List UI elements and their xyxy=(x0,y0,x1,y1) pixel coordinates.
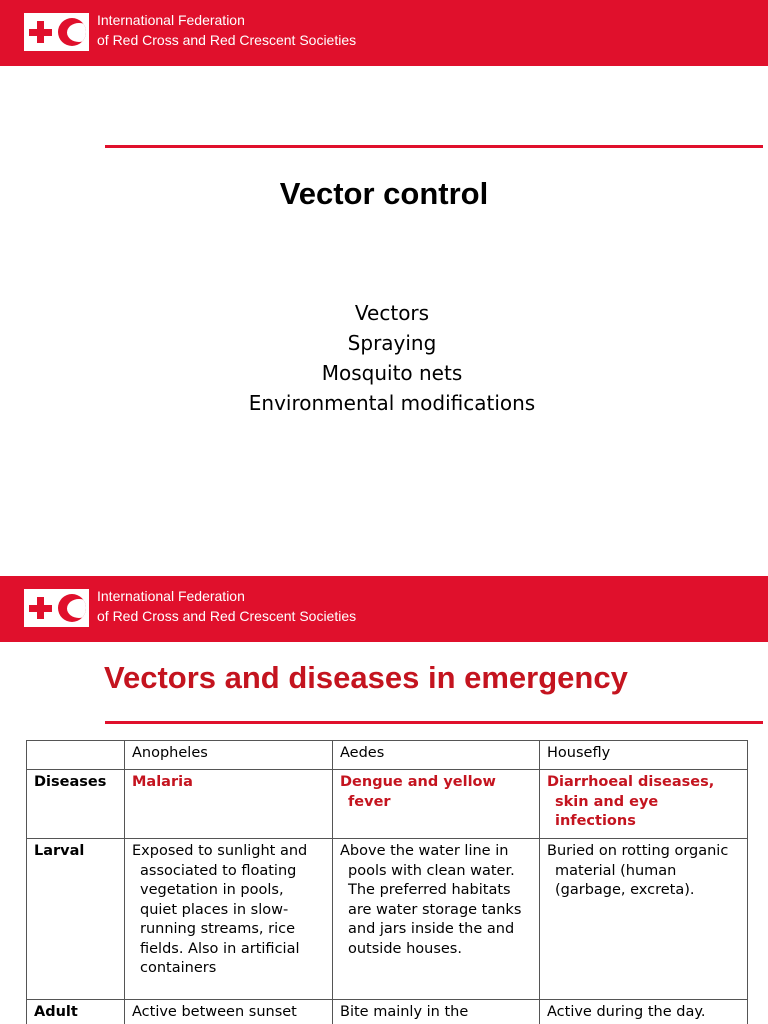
vectors-diseases-table xyxy=(26,740,748,1024)
header-bar xyxy=(0,0,768,66)
row-label: Diseases xyxy=(27,770,125,839)
organization-name xyxy=(97,10,356,50)
topic-item: Environmental modifications xyxy=(248,391,536,415)
table-header-cell: Housefly xyxy=(540,741,748,770)
org-line-1: International Federation xyxy=(97,588,245,604)
table-cell: Malaria xyxy=(125,770,333,839)
table-header-cell: Anopheles xyxy=(125,741,333,770)
slide-vectors-diseases xyxy=(0,576,768,1024)
table-cell: Bite mainly in the xyxy=(333,1000,540,1024)
topic-item: Vectors xyxy=(354,301,430,325)
header-bar xyxy=(0,576,768,642)
title-divider xyxy=(105,721,763,724)
org-line-2: of Red Cross and Red Crescent Societies xyxy=(97,32,357,48)
org-line-2: of Red Cross and Red Crescent Societies xyxy=(97,608,357,624)
slide-title: Vectors and diseases in emergency xyxy=(104,660,628,695)
slide-title: Vector control xyxy=(279,176,489,211)
table-row xyxy=(27,1000,748,1024)
table-cell: Exposed to sunlight and associated to floating vegetation in pools, quiet places in slow-running streams, rice fields. Also in artificial containers xyxy=(125,839,333,1000)
title-divider xyxy=(105,145,763,148)
row-label: Adult xyxy=(27,1000,125,1024)
row-label: Larval xyxy=(27,839,125,1000)
org-line-1: International Federation xyxy=(97,12,245,28)
topic-item: Spraying xyxy=(347,331,437,355)
topic-list xyxy=(0,298,768,418)
organization-name xyxy=(97,586,356,626)
table-cell: Diarrhoeal diseases, skin and eye infections xyxy=(540,770,748,839)
table-cell: Active during the day. xyxy=(540,1000,748,1024)
table-row xyxy=(27,770,748,839)
table-cell: Above the water line in pools with clean water. The preferred habitats are water storage tanks and jars inside the and outside houses. xyxy=(333,839,540,1000)
table-cell: Buried on rotting organic material (human (garbage, excreta). xyxy=(540,839,748,1000)
table-header-cell: Aedes xyxy=(333,741,540,770)
table-cell: Dengue and yellow fever xyxy=(333,770,540,839)
table-cell: Active between sunset xyxy=(125,1000,333,1024)
table-header-cell xyxy=(27,741,125,770)
topic-item: Mosquito nets xyxy=(321,361,463,385)
red-cross-crescent-logo-icon xyxy=(24,589,89,627)
table-row xyxy=(27,839,748,1000)
red-cross-crescent-logo-icon xyxy=(24,13,89,51)
table-header-row xyxy=(27,741,748,770)
